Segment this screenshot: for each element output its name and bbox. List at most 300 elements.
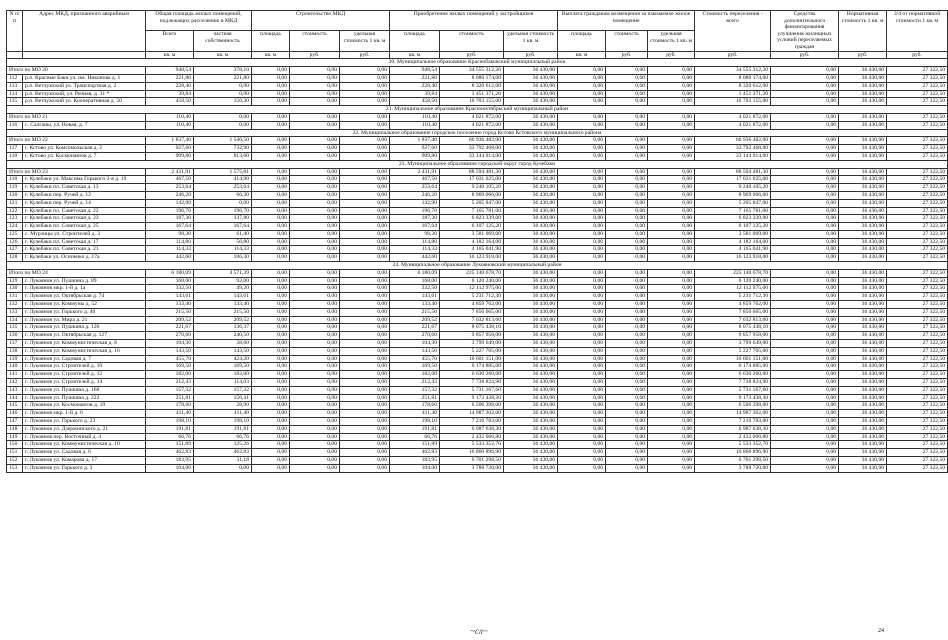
row-cell: 36 430,00 [839, 308, 887, 316]
row-cell: 0,00 [290, 152, 340, 160]
header-address: Адрес МКД, признанного аварийным [23, 11, 146, 52]
header-three-quarters: 3/4 от нормативной стоимости 1 кв. м [887, 11, 948, 52]
row-address: г. Кулебаки пл. Советская д. 23 [23, 215, 146, 223]
row-cell: 0,00 [648, 152, 695, 160]
row-cell: 0,00 [340, 355, 390, 363]
row-address: г. Лукоянов ул. Садовая д. 7 [23, 355, 146, 363]
row-cell: 28,90 [194, 402, 252, 410]
table-row [7, 230, 948, 238]
row-cell: 7 216 783,00 [695, 418, 771, 426]
row-cell: 0,00 [648, 293, 695, 301]
row-cell: 0,00 [558, 441, 606, 449]
row-cell: 27 322,50 [887, 457, 948, 465]
row-cell: 6 701 298,50 [695, 457, 771, 465]
row-cell: 16 123 918,00 [695, 254, 771, 262]
row-cell: 0,00 [648, 316, 695, 324]
row-cell: 0,00 [558, 277, 606, 285]
row-cell: 191,81 [390, 425, 440, 433]
total-cell: 0,00 [771, 113, 839, 121]
row-cell: 3 799 649,00 [440, 340, 504, 348]
row-cell: 0,00 [252, 347, 290, 355]
row-cell: 0,00 [558, 254, 606, 262]
row-cell: 196,70 [194, 207, 252, 215]
total-cell: 6 180,09 [390, 269, 440, 277]
header-compensation: Выплата гражданам возмещения за изымаемое жилое помещение [558, 11, 695, 31]
row-cell: 7 165 781,00 [695, 207, 771, 215]
row-cell: 0,00 [290, 90, 340, 98]
row-cell: 0,00 [558, 246, 606, 254]
row-cell: 0,00 [290, 121, 340, 129]
row-cell: 0,00 [606, 230, 648, 238]
row-cell: 27 322,50 [887, 394, 948, 402]
row-cell: 0,00 [252, 254, 290, 262]
row-cell: 0,00 [648, 441, 695, 449]
table-row [7, 191, 948, 199]
row-cell: 0,00 [558, 433, 606, 441]
row-cell: 0,00 [340, 74, 390, 82]
row-cell: 33 792 468,00 [440, 145, 504, 153]
unit-label: руб. [340, 51, 390, 59]
total-cell: 0,00 [340, 137, 390, 145]
row-cell: 56,80 [194, 238, 252, 246]
row-cell: 246,20 [390, 191, 440, 199]
row-cell: 27 322,50 [887, 230, 948, 238]
row-cell: 455,70 [146, 355, 194, 363]
row-number: 129 [7, 277, 23, 285]
row-cell: 212,43 [390, 379, 440, 387]
row-cell: 0,00 [648, 176, 695, 184]
row-number: 119 [7, 184, 23, 192]
row-cell: 0,00 [252, 176, 290, 184]
row-cell: 0,00 [771, 199, 839, 207]
row-number: 126 [7, 238, 23, 246]
total-cell: 225 140 678,70 [440, 269, 504, 277]
row-cell: 0,00 [558, 379, 606, 387]
total-cell: 36 430,00 [839, 113, 887, 121]
row-cell: 9 857 958,00 [695, 332, 771, 340]
row-cell: 1 451 371,20 [695, 90, 771, 98]
row-cell: 0,00 [771, 308, 839, 316]
table-row [7, 457, 948, 465]
header-extra-funds: Средства дополнительного финансирования улучшения жилищных условий переселяемых граждан [771, 11, 839, 52]
row-cell: 4 182 164,00 [440, 238, 504, 246]
row-cell: 66,76 [146, 433, 194, 441]
row-cell: 104,30 [146, 340, 194, 348]
row-cell: 0,00 [252, 402, 290, 410]
row-address: г. Лукоянов ул. Горького д. 40 [23, 308, 146, 316]
row-cell: 0,00 [771, 246, 839, 254]
total-cell: 378,10 [194, 67, 252, 75]
row-cell: 14 987 302,00 [440, 410, 504, 418]
row-number: 152 [7, 457, 23, 465]
row-cell: 191,81 [194, 425, 252, 433]
row-cell: 0,00 [606, 215, 648, 223]
row-cell: 0,00 [252, 152, 290, 160]
row-cell: 6 701 298,50 [440, 457, 504, 465]
row-cell: 36 430,00 [839, 410, 887, 418]
row-cell: 0,00 [290, 371, 340, 379]
row-cell: 0,00 [606, 332, 648, 340]
row-cell: 5 227 705,00 [695, 347, 771, 355]
row-cell: 12 112 975,00 [440, 285, 504, 293]
row-cell: 8 320 612,00 [440, 82, 504, 90]
table-row [7, 464, 948, 472]
row-cell: 0,00 [771, 433, 839, 441]
total-cell: 0,00 [252, 67, 290, 75]
row-cell: 0,00 [340, 308, 390, 316]
total-cell: 4 571,39 [194, 269, 252, 277]
table-row [7, 441, 948, 449]
total-cell: 6 180,09 [146, 269, 194, 277]
total-label: Итого по МО 21 [7, 113, 146, 121]
row-cell: 36 430,00 [504, 293, 558, 301]
row-cell: 6 823 339,00 [440, 215, 504, 223]
row-cell: 27 322,50 [887, 176, 948, 184]
row-cell: 36 430,00 [504, 425, 558, 433]
row-cell: 7 738 824,90 [440, 379, 504, 387]
row-cell: 0,00 [558, 145, 606, 153]
total-cell: 110,40 [390, 113, 440, 121]
table-row [7, 332, 948, 340]
total-cell: 0,00 [252, 113, 290, 121]
row-cell: 0,00 [771, 238, 839, 246]
row-cell: 0,00 [340, 145, 390, 153]
row-cell: 0,00 [290, 425, 340, 433]
section-title: 20. Муниципальное образование Краснобаковский муниципальный район [7, 59, 948, 67]
row-cell: 455,70 [390, 355, 440, 363]
row-cell: 0,00 [340, 425, 390, 433]
table-row [7, 176, 948, 184]
table-row [7, 223, 948, 231]
row-cell: 27 322,50 [887, 82, 948, 90]
row-cell: 0,00 [771, 191, 839, 199]
row-address: р.п. Ветлужский ул. Кооперативная д. 50 [23, 98, 146, 106]
row-cell: 1 451 371,20 [440, 90, 504, 98]
row-cell: 221,80 [194, 74, 252, 82]
row-cell: 0,00 [771, 347, 839, 355]
row-cell: 0,00 [648, 433, 695, 441]
table-row [7, 355, 948, 363]
row-cell: 0,00 [771, 176, 839, 184]
row-address: р.п. Ветлужский ул. Транспортная д. 2 [23, 82, 146, 90]
row-cell: 0,00 [252, 230, 290, 238]
row-cell: 0,00 [252, 293, 290, 301]
header-sub-unit-cost: удельная стоимость 1 кв. м [504, 31, 558, 51]
total-cell: 27 322,50 [887, 67, 948, 75]
row-cell: 27 322,50 [887, 184, 948, 192]
row-cell: 0,00 [771, 418, 839, 426]
row-cell: 0,00 [771, 90, 839, 98]
row-cell: 6 506 398,00 [440, 402, 504, 410]
row-number: 133 [7, 308, 23, 316]
row-cell: 0,00 [771, 223, 839, 231]
row-cell: 0,00 [648, 230, 695, 238]
row-cell: 0,00 [558, 340, 606, 348]
header-n: N п/п [7, 11, 23, 52]
row-cell: 0,00 [340, 223, 390, 231]
row-address: г. Кстово ул. Комсомольская д. 2 [23, 145, 146, 153]
row-cell: 6 630 260,00 [440, 371, 504, 379]
row-cell: 36 430,00 [839, 449, 887, 457]
row-cell: 0,00 [252, 285, 290, 293]
row-cell: 212,43 [146, 379, 194, 387]
row-cell: 27 322,50 [887, 379, 948, 387]
row-cell: 0,00 [340, 441, 390, 449]
row-cell: 36 430,00 [504, 324, 558, 332]
table-row [7, 74, 948, 82]
row-cell: 36 430,00 [504, 363, 558, 371]
row-cell: 36 430,00 [504, 145, 558, 153]
row-cell: 8 080 174,00 [440, 74, 504, 82]
total-cell: 0,00 [771, 168, 839, 176]
header-sub-area: площадь [390, 31, 440, 51]
row-number: 128 [7, 254, 23, 262]
total-cell: 0,00 [606, 113, 648, 121]
row-cell: 467,50 [390, 176, 440, 184]
row-cell: 36 430,00 [839, 332, 887, 340]
row-cell: 4 859 762,00 [695, 301, 771, 309]
table-row [7, 316, 948, 324]
row-cell: 5 231 712,30 [695, 293, 771, 301]
row-address: г. Кулебаки пер. Ручей д. 14 [23, 199, 146, 207]
row-cell: 0,00 [252, 246, 290, 254]
section-total-row [7, 67, 948, 75]
row-cell: 16 703 155,00 [440, 98, 504, 106]
table-row [7, 207, 948, 215]
row-cell: 0,00 [606, 121, 648, 129]
row-cell: 0,00 [558, 98, 606, 106]
total-cell: 36 430,00 [839, 269, 887, 277]
row-cell: 0,00 [606, 410, 648, 418]
row-cell: 36 430,00 [839, 418, 887, 426]
row-cell: 0,00 [648, 464, 695, 472]
row-cell: 157,32 [390, 386, 440, 394]
unit-label: руб. [839, 51, 887, 59]
row-cell: 16 860 896,90 [695, 449, 771, 457]
row-number: 131 [7, 293, 23, 301]
row-number: 139 [7, 355, 23, 363]
row-cell: 228,40 [146, 82, 194, 90]
row-cell: 0,00 [648, 301, 695, 309]
row-cell: 36 430,00 [839, 82, 887, 90]
total-cell: 4 021 872,00 [695, 113, 771, 121]
row-cell: 0,00 [252, 425, 290, 433]
row-number: 134 [7, 316, 23, 324]
row-cell: 36 430,00 [504, 191, 558, 199]
row-cell: 9 240 105,20 [440, 184, 504, 192]
row-cell: 36 430,00 [839, 433, 887, 441]
row-cell: 0,00 [606, 402, 648, 410]
table-row [7, 145, 948, 153]
row-cell: 0,00 [558, 191, 606, 199]
row-cell: 0,00 [252, 316, 290, 324]
row-number: 149 [7, 433, 23, 441]
row-cell: 27 322,50 [887, 301, 948, 309]
row-cell: 0,00 [771, 293, 839, 301]
row-cell: 0,00 [558, 425, 606, 433]
total-cell: 36 430,00 [504, 269, 558, 277]
row-cell: 36 430,00 [504, 246, 558, 254]
row-cell: 0,00 [558, 230, 606, 238]
row-cell: 36 430,00 [839, 464, 887, 472]
total-cell: 948,54 [146, 67, 194, 75]
row-number: 153 [7, 464, 23, 472]
row-number: 151 [7, 449, 23, 457]
row-cell: 0,00 [648, 254, 695, 262]
row-cell: 36 430,00 [504, 176, 558, 184]
row-cell: 0,00 [771, 301, 839, 309]
row-cell: 246,20 [146, 191, 194, 199]
row-number: 127 [7, 246, 23, 254]
row-cell: 114,80 [146, 238, 194, 246]
row-cell: 253,64 [194, 184, 252, 192]
row-cell: 5 231 712,30 [440, 293, 504, 301]
section-title-row [7, 262, 948, 270]
row-cell: 0,00 [648, 184, 695, 192]
row-cell: 27 322,50 [887, 246, 948, 254]
row-cell: 0,00 [340, 191, 390, 199]
row-address: г. Лукоянов ул. Пушкина д. 126 [23, 324, 146, 332]
row-cell: 6 506 398,00 [695, 402, 771, 410]
row-cell: 0,00 [194, 464, 252, 472]
total-cell: 0,00 [606, 67, 648, 75]
row-cell: 0,00 [558, 363, 606, 371]
row-cell: 458,50 [146, 98, 194, 106]
row-cell: 0,00 [648, 355, 695, 363]
resettlement-table [6, 10, 948, 473]
row-cell: 27 322,50 [887, 98, 948, 106]
row-cell: 0,00 [290, 379, 340, 387]
row-address: г. Лукоянов мкр. 1-й д. 6 [23, 410, 146, 418]
section-total-row [7, 113, 948, 121]
row-cell: 0,00 [558, 418, 606, 426]
table-header [7, 11, 948, 59]
row-cell: 0,00 [340, 386, 390, 394]
row-cell: 16 123 918,00 [440, 254, 504, 262]
total-cell: 27 322,50 [887, 269, 948, 277]
row-cell: 0,00 [558, 223, 606, 231]
total-cell: 0,00 [558, 269, 606, 277]
row-cell: 36 430,00 [839, 215, 887, 223]
row-cell: 0,00 [340, 418, 390, 426]
row-cell: 198,10 [146, 418, 194, 426]
row-cell: 0,00 [340, 199, 390, 207]
row-number: 147 [7, 418, 23, 426]
row-cell: 2 432 066,80 [440, 433, 504, 441]
header-sub-private: частная собственность [194, 31, 252, 51]
row-cell: 3 788 720,00 [695, 464, 771, 472]
row-cell: 0,00 [340, 184, 390, 192]
row-cell: 36 430,00 [839, 394, 887, 402]
row-cell: 36 430,00 [839, 152, 887, 160]
row-cell: 137,80 [194, 215, 252, 223]
row-cell: 0,00 [290, 449, 340, 457]
row-cell: 0,00 [340, 379, 390, 387]
row-cell: 36 430,00 [839, 457, 887, 465]
row-cell: 36 430,00 [504, 340, 558, 348]
row-cell: 0,00 [606, 449, 648, 457]
row-cell: 36 430,00 [504, 152, 558, 160]
row-address: р.п. Красные Баки ул. им. Никонова д. 1 [23, 74, 146, 82]
row-cell: 221,67 [390, 324, 440, 332]
row-cell: 0,00 [771, 152, 839, 160]
row-cell: 0,00 [558, 371, 606, 379]
row-cell: 0,00 [771, 184, 839, 192]
row-cell: 0,00 [606, 223, 648, 231]
row-cell: 36 430,00 [504, 199, 558, 207]
row-cell: 196,70 [146, 207, 194, 215]
row-number: 145 [7, 402, 23, 410]
table-row [7, 347, 948, 355]
row-cell: 36 430,00 [504, 230, 558, 238]
row-cell: 0,00 [290, 410, 340, 418]
row-cell: 0,00 [558, 316, 606, 324]
row-cell: 0,00 [340, 371, 390, 379]
row-cell: 142,90 [146, 199, 194, 207]
row-cell: 4 165 041,90 [695, 246, 771, 254]
row-cell: 36 430,00 [839, 355, 887, 363]
total-cell: 0,00 [340, 269, 390, 277]
row-cell: 0,00 [771, 371, 839, 379]
section-title-row [7, 129, 948, 137]
row-cell: 36 430,00 [504, 371, 558, 379]
unit-label: кв. м [558, 51, 606, 59]
row-cell: 0,00 [771, 457, 839, 465]
row-cell: 36 430,00 [839, 238, 887, 246]
row-cell: 36 430,00 [504, 254, 558, 262]
row-number: 143 [7, 386, 23, 394]
row-cell: 0,00 [606, 340, 648, 348]
row-cell: 4 165 041,90 [440, 246, 504, 254]
row-cell: 0,00 [290, 199, 340, 207]
row-number: 120 [7, 191, 23, 199]
table-row [7, 246, 948, 254]
row-cell: 17 031 025,00 [440, 176, 504, 184]
total-label: Итого по МО 24 [7, 269, 146, 277]
row-cell: 27 322,50 [887, 191, 948, 199]
row-cell: 133,40 [146, 301, 194, 309]
row-cell: 36 430,00 [839, 199, 887, 207]
row-cell: 0,00 [606, 285, 648, 293]
row-cell: 36 430,00 [504, 98, 558, 106]
row-cell: 253,64 [146, 184, 194, 192]
row-cell: 0,00 [606, 176, 648, 184]
row-cell: 0,00 [558, 355, 606, 363]
row-cell: 0,00 [340, 449, 390, 457]
table-row [7, 82, 948, 90]
row-cell: 6 823 339,00 [695, 215, 771, 223]
row-cell: 106,30 [194, 254, 252, 262]
row-cell: 104,30 [390, 340, 440, 348]
row-cell: 0,00 [606, 347, 648, 355]
row-cell: 36 430,00 [504, 332, 558, 340]
row-cell: 0,00 [606, 74, 648, 82]
row-cell: 27 322,50 [887, 449, 948, 457]
unit-label: руб. [504, 51, 558, 59]
row-address: г. Лукоянов ул. Дзержинского д. 21 [23, 425, 146, 433]
total-cell: 88 594 481,30 [440, 168, 504, 176]
row-cell: 0,00 [290, 184, 340, 192]
row-address: г. Кулебаки пл. Советская д. 17 [23, 238, 146, 246]
row-cell: 66,76 [194, 433, 252, 441]
row-cell: 9 173 438,30 [440, 394, 504, 402]
row-cell: 0,00 [290, 98, 340, 106]
row-cell: 36 430,00 [504, 277, 558, 285]
row-cell: 98,30 [146, 230, 194, 238]
row-cell: 143,50 [194, 347, 252, 355]
table-row [7, 425, 948, 433]
row-cell: 462,83 [146, 449, 194, 457]
